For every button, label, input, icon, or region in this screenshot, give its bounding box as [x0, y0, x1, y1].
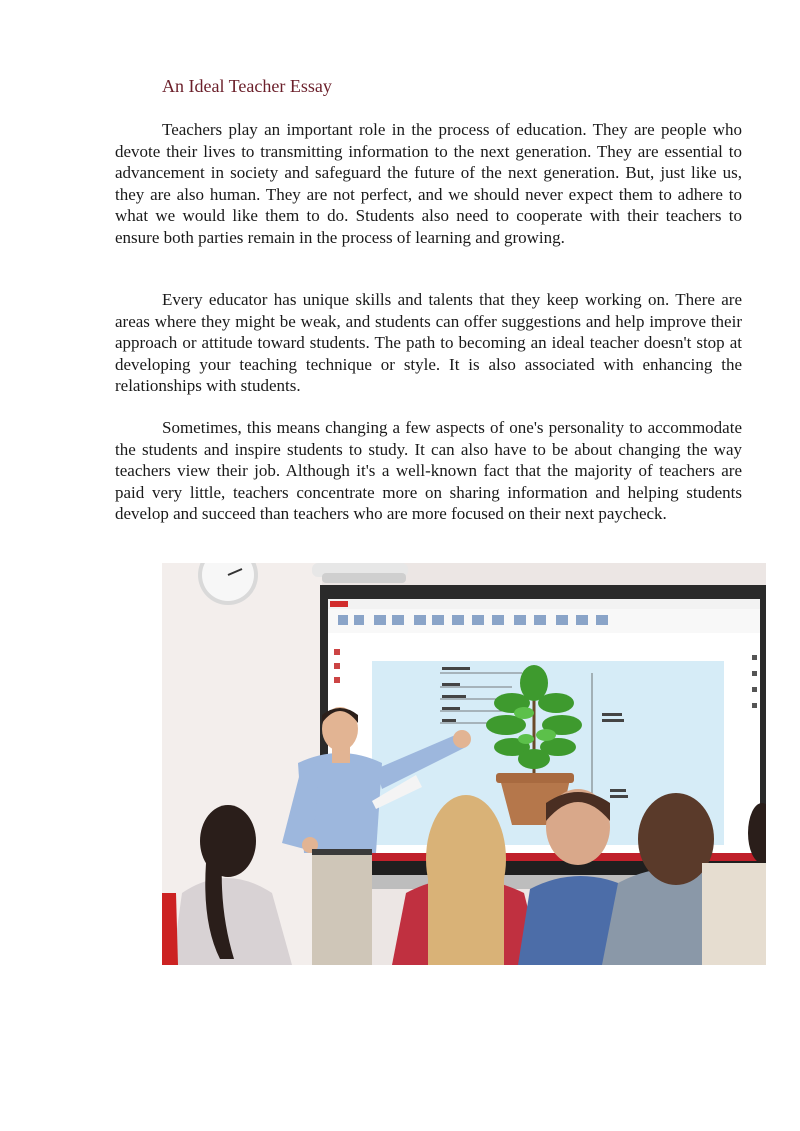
classroom-photo: [162, 563, 766, 965]
paragraph-3: Sometimes, this means changing a few aspects of one's personality to accommodate the students and inspire students to study. It can also have to be about changing the way teachers view their job. Although it's a well-known fact that the majority of teachers are paid very little, teachers concentrate more on sharing information and helping students develop and succeed than teachers who are more focused on their next paycheck.: [115, 418, 742, 523]
projector-icon: [312, 563, 408, 583]
classroom-illustration: [162, 563, 766, 965]
paragraph-2: Every educator has unique skills and talents that they keep working on. There are areas where they might be weak, and students can offer suggestions and help improve their approach or attitude toward students. The path to becoming an ideal teacher doesn't stop at developing your teaching technique or style. It is also associated with enhancing the relationships with students.: [115, 290, 742, 395]
paragraph-1: Teachers play an important role in the process of education. They are people who devote their lives to transmitting information to the next generation. They are essential to advancement in society and safeguard the future of the next generation. But, just like us, they are also human. They are not perfect, and we should never expect them to adhere to what we would like them to do. Students also need to cooperate with their teachers to ensure both parties remain in the process of learning and growing.: [115, 120, 742, 247]
essay-title: An Ideal Teacher Essay: [162, 76, 332, 96]
